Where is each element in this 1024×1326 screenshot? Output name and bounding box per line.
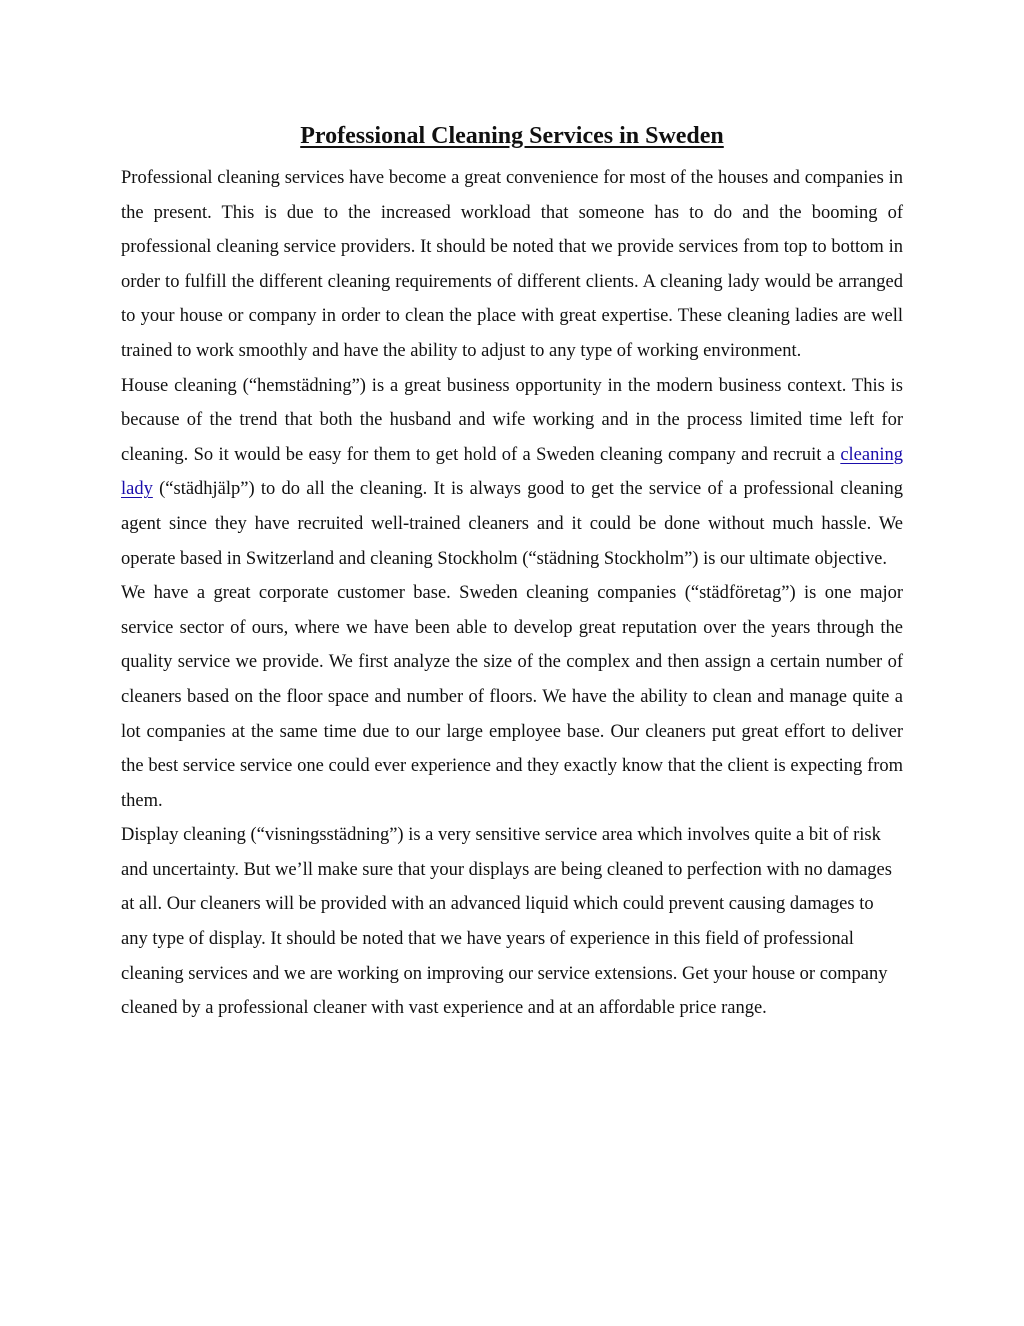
paragraph-intro: Professional cleaning services have become a great convenience for most of the houses and companies in the present. This is due to the increased workload that someone has to do and the booming of professional cleaning service providers. It should be noted that we provide services from top to bottom in order to fulfill the different cleaning requirements of different clients. A cleaning lady would be arranged to your house or company in order to clean the place with great expertise. These cleaning ladies are well trained to work smoothly and have the ability to adjust to any type of working environment. (121, 168, 903, 361)
paragraph-text-before-link: House cleaning (“hemstädning”) is a great business opportunity in the modern business context. This is because of the trend that both the husband and wife working and in the process limited time left for cleaning. So it would be easy for them to get hold of a Sweden cleaning company and recruit a (121, 375, 903, 465)
paragraph-corporate: We have a great corporate customer base. Sweden cleaning companies (“städföretag”) is one major service sector of ours, where we have been able to develop great reputation over the years through the quality service we provide. We first analyze the size of the complex and then assign a certain number of cleaners based on the floor space and number of floors. We have the ability to clean and manage quite a lot companies at the same time due to our large employee base. Our cleaners put great effort to deliver the best service service one could ever experience and they exactly know that the client is expecting from them. (121, 583, 903, 811)
paragraph-display-cleaning: Display cleaning (“visningsstädning”) is a very sensitive service area which involves quite a bit of risk and uncertainty. But we’ll make sure that your displays are being cleaned to perfection with no damages at all. Our cleaners will be provided with an advanced liquid which could prevent causing damages to any type of display. It should be noted that we have years of experience in this field of professional cleaning services and we are working on improving our service extensions. Get your house or company cleaned by a professional cleaner with vast experience and at an affordable price range. (121, 825, 892, 1019)
page-title: Professional Cleaning Services in Sweden (300, 123, 724, 149)
cleaning-lady-link[interactable]: cleaning lady (121, 444, 903, 500)
paragraph-text-after-link: (“städhjälp”) to do all the cleaning. It is always good to get the service of a professional cleaning agent since they have recruited well-trained cleaners and it could be done without much hassle. We operate based in Switzerland and cleaning Stockholm (“städning Stockholm”) is our ultimate objective. (121, 479, 903, 569)
paragraph-house-cleaning (121, 369, 903, 577)
document-body (121, 161, 903, 1026)
